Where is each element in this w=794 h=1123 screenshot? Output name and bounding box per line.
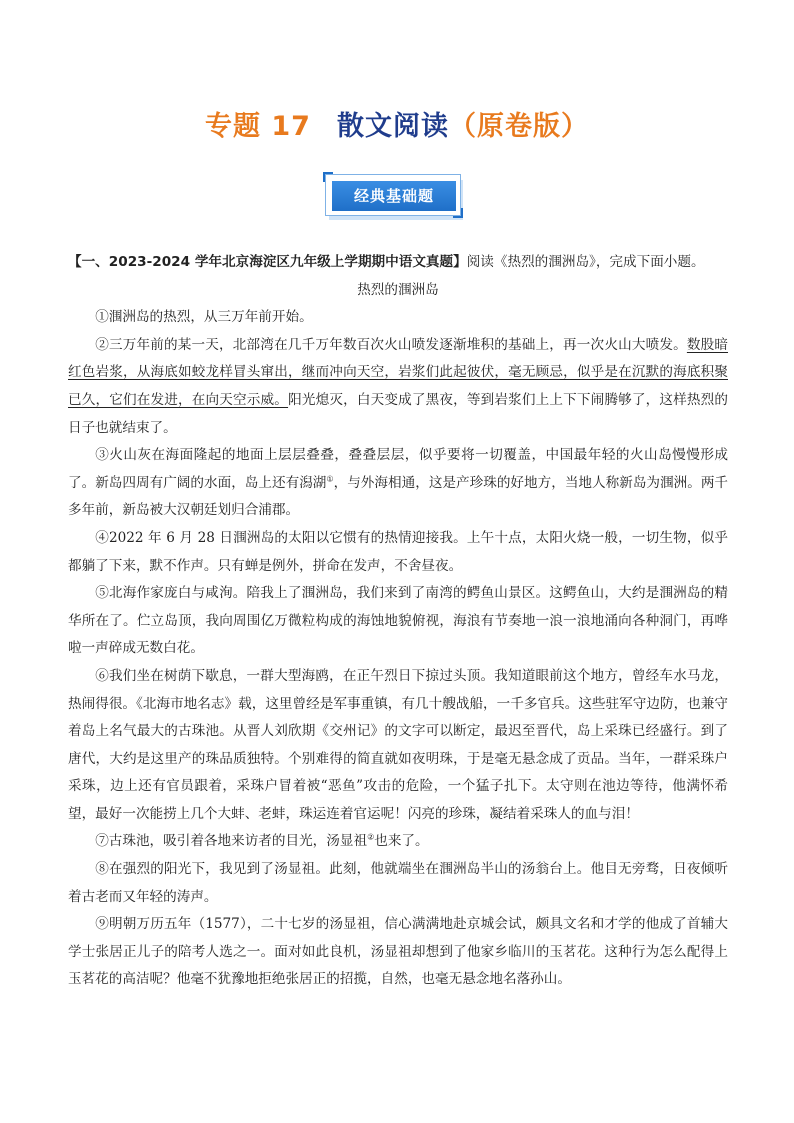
question-header xyxy=(68,249,728,277)
paragraph-7-start: ⑦古珠池，吸引着各地来访者的目光，汤显祖 xyxy=(95,833,368,850)
paragraph-1: ①涠洲岛的热烈，从三万年前开始。 xyxy=(95,309,313,326)
question-source: 【一、2023-2024 学年北京海淀区九年级上学期期中语文真题】 xyxy=(68,254,467,270)
paragraph-3 xyxy=(68,442,728,525)
title-subject: 散文阅读 xyxy=(336,111,449,142)
paragraph-7-end: 也来了。 xyxy=(374,833,429,850)
paragraph-9: ⑨明朝万历五年（1577），二十七岁的汤显祖，信心满满地赴京城会试，颇具文名和才学的他成了首辅大学士张居正儿子的陪考人选之一。面对如此良机，汤显祖却想到了他家乡临川的玉茗花。这种行为怎么配得上玉茗花的高洁呢？他毫不犹豫地拒绝张居正的招揽，自然，也毫无悬念地名落孙山。 xyxy=(68,916,728,988)
page-title xyxy=(0,104,794,143)
paragraph-6: ⑥我们坐在树荫下歇息，一群大型海鸥，在正午烈日下掠过头顶。我知道眼前这个地方，曾经车水马龙，热闹得很。《北海市地名志》载，这里曾经是军事重镇，有几十艘战船，一千多官兵。这些驻军守边防，也兼守着岛上名气最大的古珠池。从晋人刘欣期《交州记》的文字可以断定，最迟至晋代，岛上采珠已经盛行。到了唐代，大约是这里产的珠品质独特。个别难得的简直就如夜明珠，于是毫无悬念成了贡品。当年，一群采珠户采珠，边上还有官员跟着，采珠户冒着被“恶鱼”攻击的危险，一个猛子扎下。太守则在池边等待，他满怀希望，最好一次能捞上几个大蚌、老蚌，珠运连着官运呢！闪亮的珍珠，凝结着采珠人的血与泪！ xyxy=(68,667,728,822)
paragraph-3-start: ③火山灰在海面隆起的地面上层层叠叠，叠叠层层，似乎要将一切覆盖，中国最年轻的火山岛慢慢形成了。新岛四周有广阔的水面，岛上还有潟湖 xyxy=(68,447,728,491)
paragraph-5: ⑤北海作家庞白与咸洵。陪我上了涠洲岛，我们来到了南湾的鳄鱼山景区。这鳄鱼山，大约是涠洲岛的精华所在了。伫立岛顶，我向周围亿万微粒构成的海蚀地貌俯视，海浪有节奏地一浪一浪地涌向各种洞门，再哗啦一声碎成无数白花。 xyxy=(68,585,728,657)
question-instruction: 阅读《热烈的涠洲岛》，完成下面小题。 xyxy=(466,254,705,270)
footnote-marker-2: ② xyxy=(367,832,375,842)
paragraph-3-end: ，与外海相通，这是产珍珠的好地方，当地人称新岛为涠洲。两千多年前，新岛被大汉朝廷划归合浦郡。 xyxy=(68,474,729,519)
underlined-sentence: 数股暗红色岩浆，从海底如蛟龙样冒头窜出，继而冲向天空，岩浆们此起彼伏，毫无顾忌，似乎是在沉默的海底积聚已久，它们在发进，在向天空示威。 xyxy=(68,336,729,408)
passage-title: 热烈的涠洲岛 xyxy=(357,281,439,298)
title-topic-number: 专题 17 xyxy=(205,111,311,142)
document-body xyxy=(68,249,728,994)
paragraph-2 xyxy=(68,332,728,442)
badge-frame xyxy=(325,174,461,216)
paragraph-7 xyxy=(68,828,728,856)
paragraph-4: ④2022 年 6 月 28 日涠洲岛的太阳以它惯有的热情迎接我。上午十点，太阳火烧一般，一切生物，似乎都躺了下来，默不作声。只有蝉是例外，拼命在发声，不舍昼夜。 xyxy=(68,529,728,574)
title-edition: （原卷版） xyxy=(448,111,589,142)
section-badge xyxy=(325,174,465,224)
paragraph-8: ⑧在强烈的阳光下，我见到了汤显祖。此刻，他就端坐在涠洲岛半山的汤翁台上。他目无旁骛，日夜倾听着古老而又年轻的涛声。 xyxy=(68,861,728,905)
paragraph-2-start: ②三万年前的某一天，北部湾在几千万年数百次火山喷发逐渐堆积的基础上，再一次火山大喷发。 xyxy=(95,336,687,353)
badge-label: 经典基础题 xyxy=(332,181,456,211)
footnote-marker-1: ① xyxy=(326,474,334,484)
paragraph-2-end: 阳光熄灭，白天变成了黑夜，等到岩浆们上上下下闹腾够了，这样热烈的日子也就结束了。 xyxy=(68,391,729,436)
